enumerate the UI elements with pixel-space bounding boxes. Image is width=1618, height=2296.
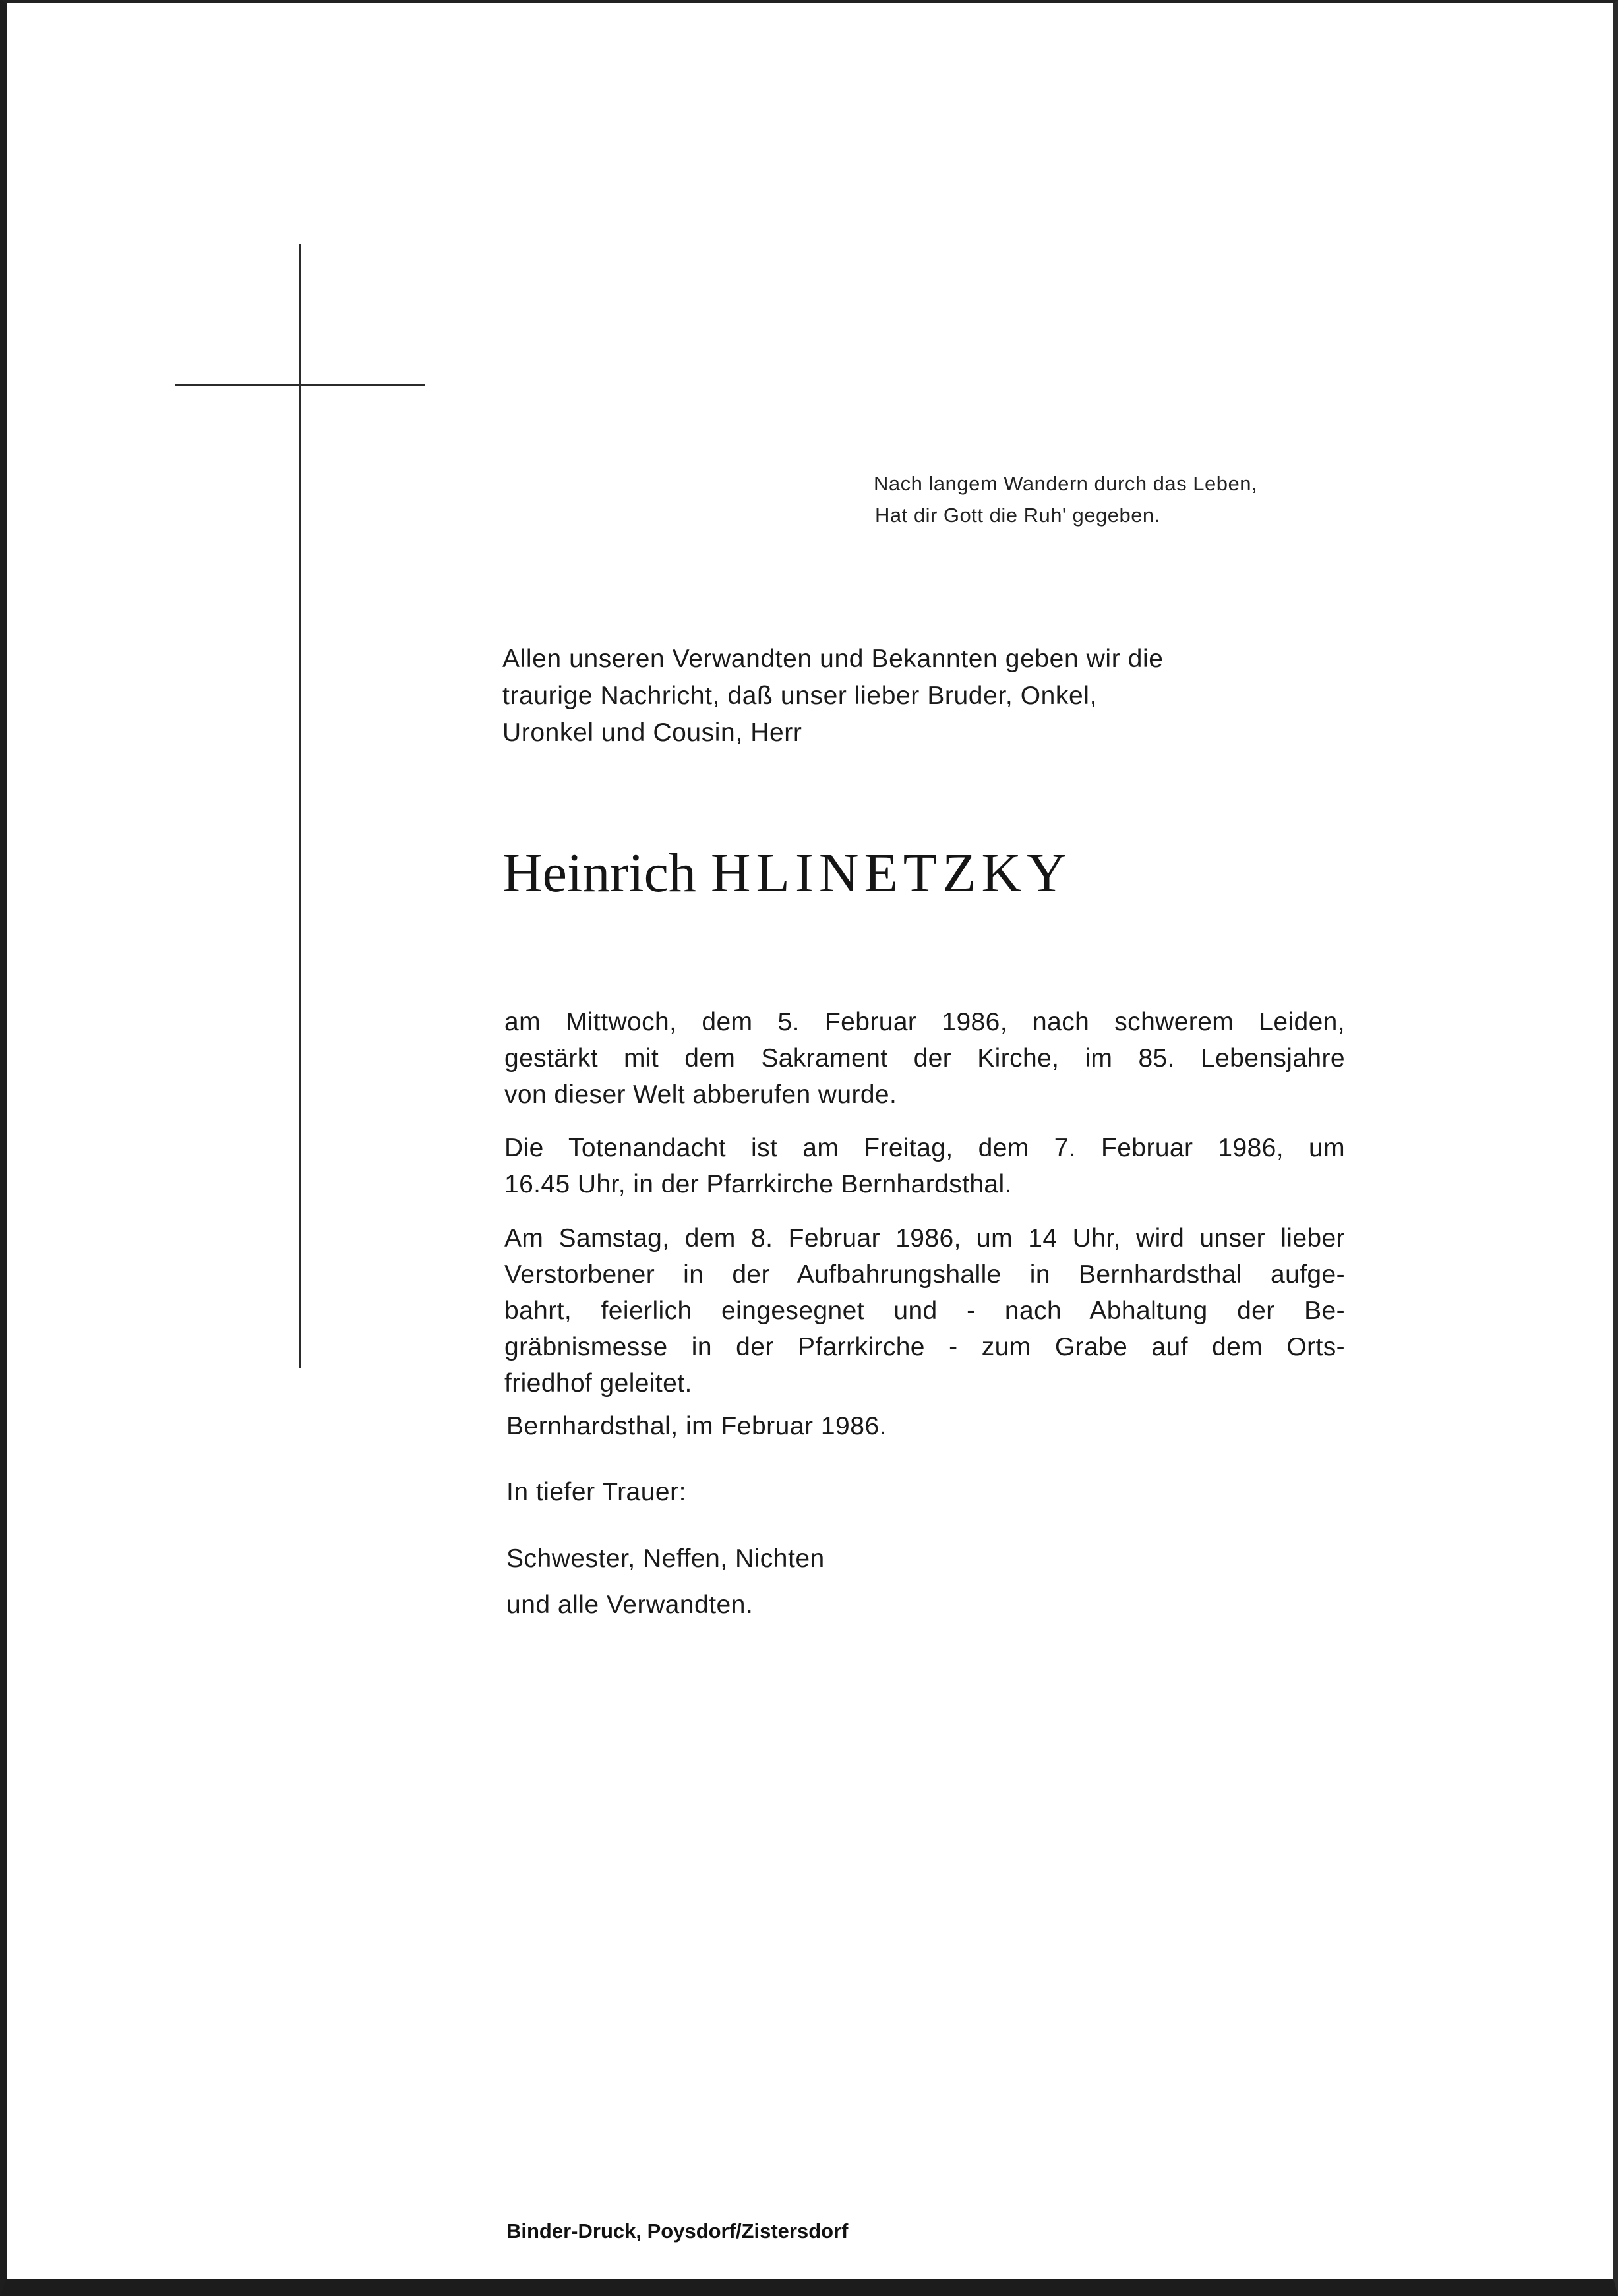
paragraph3-line-3: bahrt, feierlich eingesegnet und - nach Abhaltung der Be-	[504, 1297, 1345, 1325]
motto-verse	[874, 468, 1348, 531]
death-announcement-paragraph	[504, 1004, 1345, 1113]
family-signature	[506, 1536, 825, 1628]
vigil-paragraph	[504, 1130, 1345, 1202]
motto-line-2: Hat dir Gott die Ruh' gegeben.	[875, 504, 1160, 527]
intro-paragraph	[502, 641, 1360, 751]
cross-vertical-bar	[299, 244, 301, 1368]
paragraph1-line-2: gestärkt mit dem Sakrament der Kirche, im 85. Lebensjahre	[504, 1044, 1345, 1073]
mourning-phrase: In tiefer Trauer:	[506, 1478, 686, 1506]
intro-line-2: traurige Nachricht, daß unser lieber Bruder, Onkel,	[502, 682, 1098, 710]
paragraph3-line-4: gräbnismesse in der Pfarrkirche - zum Grabe auf dem Orts-	[504, 1333, 1345, 1361]
intro-line-1: Allen unseren Verwandten und Bekannten geben wir die	[502, 645, 1164, 673]
paragraph3-line-1: Am Samstag, dem 8. Februar 1986, um 14 Uhr, wird unser lieber	[504, 1224, 1345, 1252]
place-and-date: Bernhardsthal, im Februar 1986.	[506, 1412, 887, 1440]
funeral-paragraph	[504, 1220, 1345, 1401]
paragraph3-line-5: friedhof geleitet.	[504, 1369, 692, 1398]
paragraph1-line-1: am Mittwoch, dem 5. Februar 1986, nach schwerem Leiden,	[504, 1008, 1345, 1036]
family-line-2: und alle Verwandten.	[506, 1591, 754, 1619]
paragraph2-line-2: 16.45 Uhr, in der Pfarrkirche Bernhardsthal.	[504, 1170, 1012, 1198]
intro-line-3: Uronkel und Cousin, Herr	[502, 719, 802, 747]
deceased-last-name: HLINETZKY	[710, 842, 1072, 904]
motto-line-1: Nach langem Wandern durch das Leben,	[874, 472, 1258, 495]
paragraph2-line-1: Die Totenandacht ist am Freitag, dem 7. Februar 1986, um	[504, 1134, 1345, 1162]
deceased-first-name: Heinrich	[502, 842, 696, 904]
cross-horizontal-bar	[175, 384, 425, 386]
paragraph3-line-2: Verstorbener in der Aufbahrungshalle in Bernhardsthal aufge-	[504, 1260, 1345, 1289]
family-line-1: Schwester, Neffen, Nichten	[506, 1545, 825, 1573]
deceased-name	[502, 840, 1072, 906]
printer-imprint: Binder-Druck, Poysdorf/Zistersdorf	[506, 2220, 849, 2243]
paragraph1-line-3: von dieser Welt abberufen wurde.	[504, 1080, 897, 1109]
